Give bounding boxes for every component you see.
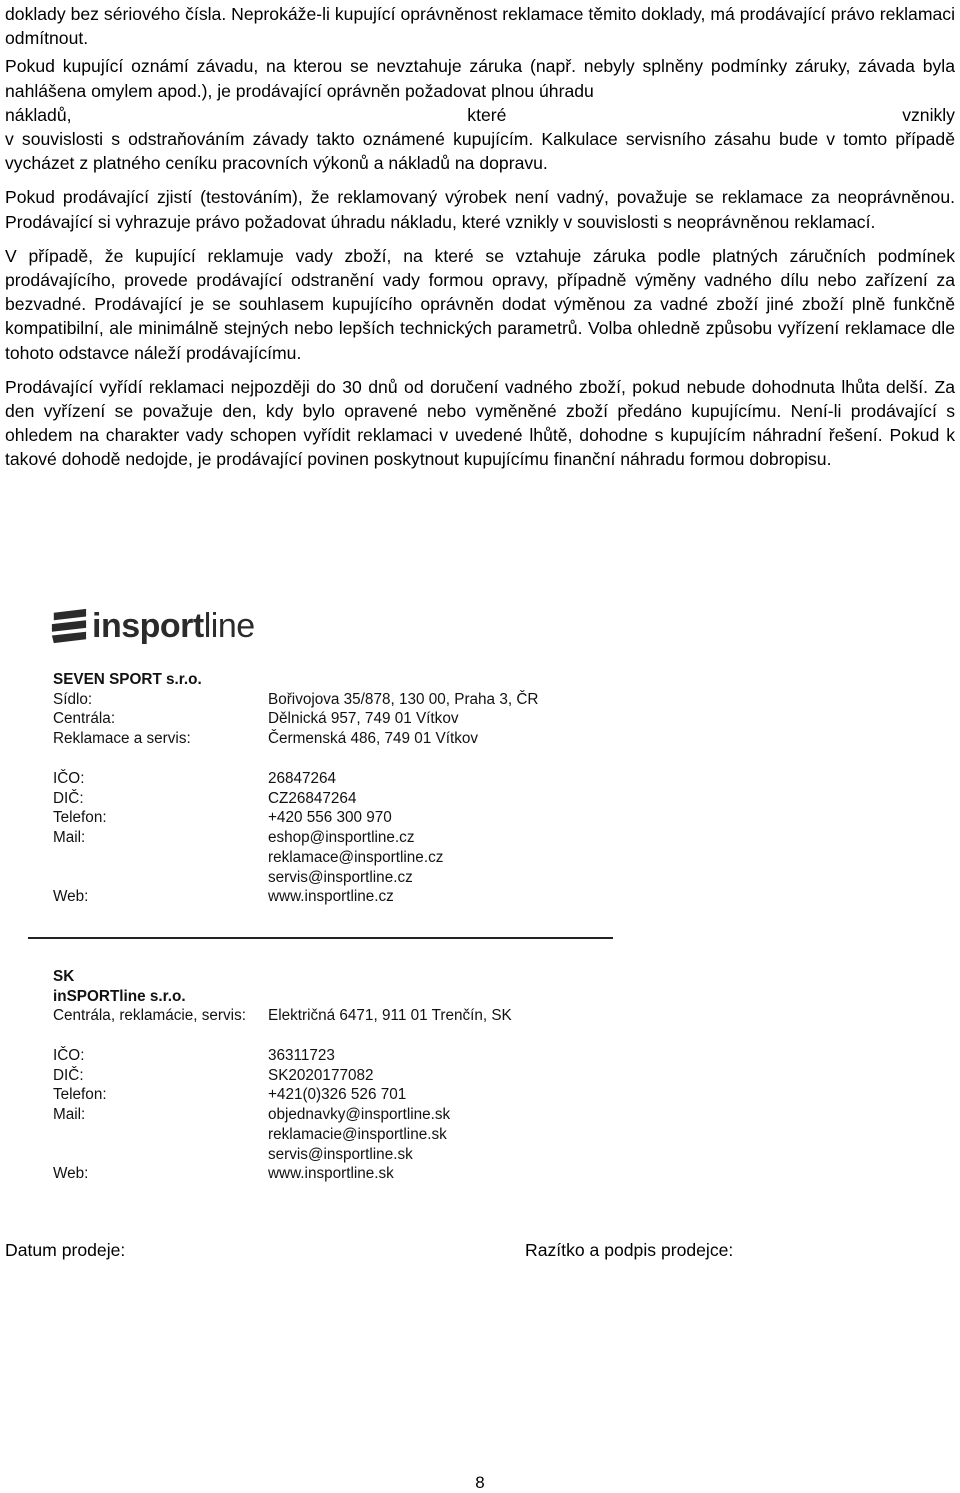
divider xyxy=(28,937,613,939)
company-sk: SK inSPORTline s.r.o. Centrála, reklamácie, servis: Električná 6471, 911 01 Trenčín, SK xyxy=(53,968,512,1025)
paragraph: v souvislosti s odstraňováním závady takto oznámené kupujícím. Kalkulace servisního zásahu bude v tomto případě vycházet z platného ceníku pracovních výkonů a nákladů na dopravu. xyxy=(5,129,955,174)
justified-line: nákladů, které vznikly xyxy=(5,104,955,125)
company-cz: SEVEN SPORT s.r.o. Sídlo: Bořivojova 35/878, 130 00, Praha 3, ČR Centrála: Dělnická 957, 749 01 Vítkov Reklamace a servis: Čermenská 486, 749 01 Vítkov xyxy=(53,671,539,748)
contacts-cz: IČO: 26847264 DIČ: CZ26847264 Telefon: +420 556 300 970 Mail: eshop@insportline.cz reklamace@insportline.cz servis@insportline.cz Web: www.insportline.cz xyxy=(53,770,444,906)
company-name: SEVEN SPORT s.r.o. xyxy=(53,671,202,688)
contacts-sk: IČO: 36311723 DIČ: SK2020177082 Telefon: +421(0)326 526 701 Mail: objednavky@insportline.sk reklamacie@insportline.sk servis@insportline.sk Web: www.insportline.sk xyxy=(53,1047,451,1183)
terms-text xyxy=(5,2,955,482)
stamp-signature-label: Razítko a podpis prodejce: xyxy=(525,1240,734,1260)
page-number: 8 xyxy=(475,1473,485,1492)
paragraph: doklady bez sériového čísla. Neprokáže-li kupující oprávněnost reklamace těmito doklady, má prodávající právo reklamaci odmítnout. xyxy=(5,4,955,49)
paragraph: V případě, že kupující reklamuje vady zboží, na které se vztahuje záruka podle platných záručních podmínek prodávajícího, provede prodávající odstranění vady formou opravy, případně výměny vadného dílu nebo zařízení za bezvadné. Prodávající je se souhlasem kupujícího oprávněn dodat výměnou za vadné zboží jiné zboží plně funkčně kompatibilní, ale minimálně stejných nebo lepších technických parametrů. Volba ohledně způsobu vyřízení reklamace dle tohoto odstavce náleží prodávajícímu. xyxy=(5,245,955,363)
sale-date-label: Datum prodeje: xyxy=(5,1240,126,1260)
paragraph: Prodávající vyřídí reklamaci nejpozději do 30 dnů od doručení vadného zboží, pokud nebude dohodnuta lhůta delší. Za den vyřízení se považuje den, kdy bylo opravené nebo vyměněné zboží předáno kupujícímu. Není-li prodávající s ohledem na charakter vady schopen vyřídit reklamaci v uvedené lhůtě, dohodne s kupujícím náhradní řešení. Pokud k takové dohodě nedojde, je prodávající povinen poskytnout kupujícímu finanční náhradu formou dobropisu. xyxy=(5,376,955,470)
stripes-logo-icon xyxy=(50,607,88,645)
paragraph: Pokud prodávající zjistí (testováním), že reklamovaný výrobek není vadný, považuje se reklamace za neoprávněnou. Prodávající si vyhrazuje právo požadovat úhradu nákladu, které vznikly v souvislosti s neoprávněnou reklamací. xyxy=(5,187,955,232)
company-name: inSPORTline s.r.o. xyxy=(53,987,186,1005)
paragraph: Pokud kupující oznámí závadu, na kterou se nevztahuje záruka (např. nebyly splněny podmínky záruky, závada byla nahlášena omylem apod.), je prodávající oprávněn požadovat plnou úhradu xyxy=(5,56,955,101)
country-code: SK xyxy=(53,968,75,985)
insportline-logo: insportline xyxy=(50,604,255,648)
